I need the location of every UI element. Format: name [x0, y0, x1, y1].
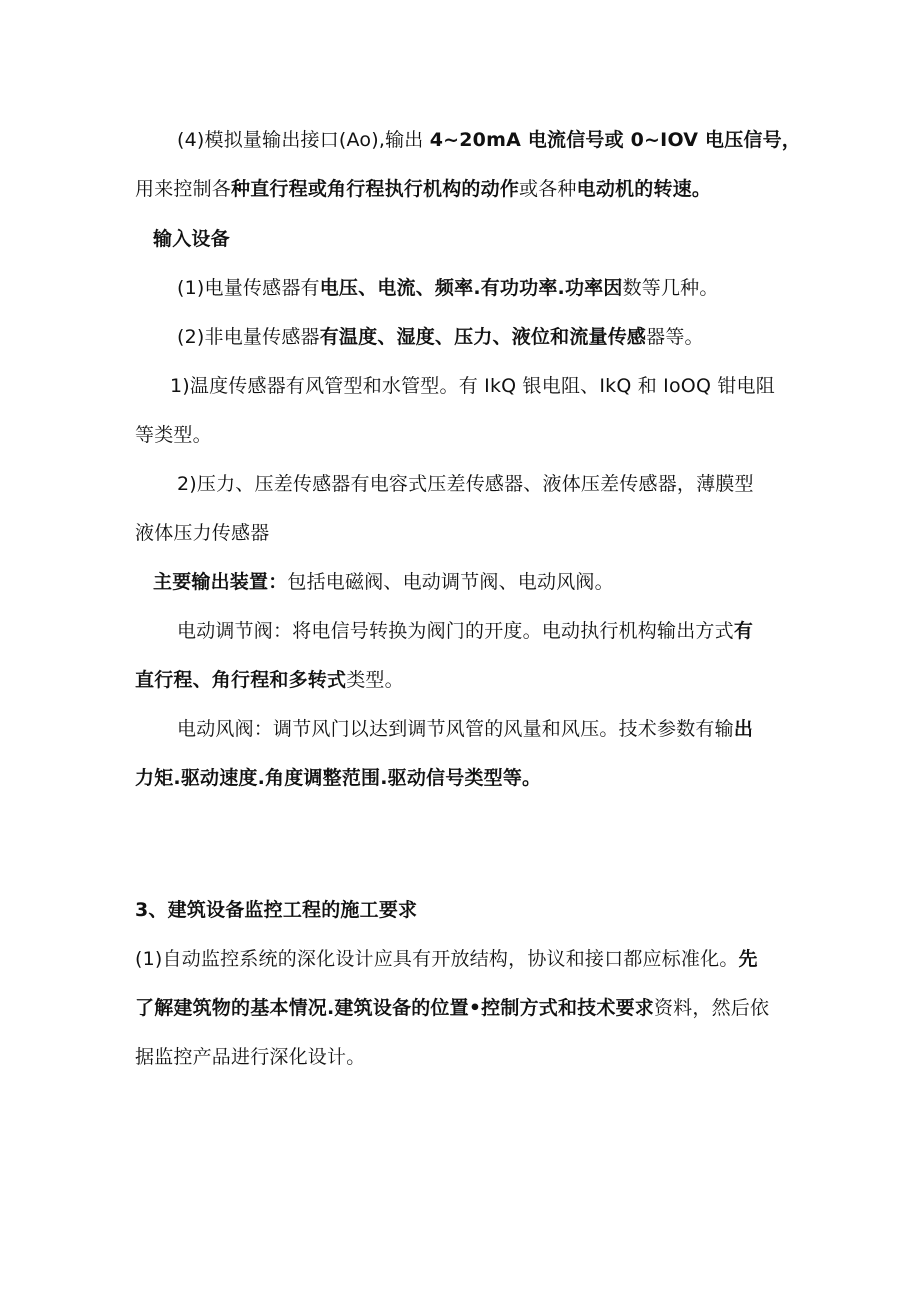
text-line [135, 1044, 365, 1070]
bold-text-segment: 主要输出装置： [153, 571, 288, 593]
text-line [153, 569, 614, 595]
text-segment: 或各种 [519, 178, 577, 200]
text-segment: 类型。 [346, 669, 404, 691]
bold-text-segment: 种直行程或角行程执行机构的动作 [231, 178, 520, 200]
bold-text-segment: 出 [733, 718, 754, 740]
text-segment: (1)自动监控系统的深化设计应具有开放结构，协议和接口都应标准化。 [135, 948, 739, 970]
bold-text-segment: 3、建筑设备监控工程的施工要求 [135, 899, 418, 921]
text-line [170, 373, 775, 399]
bold-text-segment: 输入设备 [153, 228, 230, 250]
text-line [135, 765, 541, 791]
text-line [177, 471, 754, 497]
text-segment: 据监控产品进行深化设计。 [135, 1046, 366, 1068]
text-line [135, 946, 758, 972]
text-segment: 2)压力、压差传感器有电容式压差传感器、液体压差传感器，薄膜型 [177, 473, 754, 495]
text-line [135, 422, 212, 448]
text-segment: 液体压力传感器 [135, 522, 270, 544]
text-segment: 包括电磁阀、电动调节阀、电动风阀。 [287, 571, 614, 593]
bold-text-segment: 了解建筑物的基本情况.建筑设备的位置•控制方式和技术要求 [135, 997, 654, 1019]
bold-text-segment: 力矩.驱动速度.角度调整范围.驱动信号类型等。 [135, 767, 542, 789]
bold-text-segment: 电压、电流、频率.有功功率.功率因 [319, 277, 623, 299]
text-segment: (4)模拟量输出接口(Ao),输出 [177, 129, 430, 151]
section-heading [135, 897, 417, 923]
text-segment: 用来控制各 [135, 178, 232, 200]
text-line [135, 995, 769, 1021]
text-segment: (2)非电量传感器 [177, 326, 320, 348]
text-segment: 资料，然后依 [653, 997, 770, 1019]
text-segment: (1)电量传感器有 [177, 277, 320, 299]
text-line [177, 127, 801, 153]
text-line [135, 176, 711, 202]
bold-text-segment: 电动机的转速。 [576, 178, 712, 200]
text-segment: 等类型。 [135, 424, 212, 446]
text-line [135, 520, 269, 546]
text-segment: 数等几种。 [622, 277, 719, 299]
text-segment: 器等。 [646, 326, 704, 348]
text-line [135, 667, 404, 693]
text-line [177, 716, 753, 742]
text-line [177, 618, 753, 644]
text-segment: 电动风阀：调节风门以达到调节风管的风量和风压。技术参数有输 [177, 718, 734, 740]
bold-text-segment: 直行程、角行程和多转式 [135, 669, 347, 691]
bold-text-segment: 有 [733, 620, 754, 642]
text-segment: 1)温度传感器有风管型和水管型。有 IkQ 银电阻、IkQ 和 IoOQ 钳电阻 [170, 375, 775, 397]
bold-text-segment: 先 [738, 948, 758, 970]
section-heading [153, 226, 230, 252]
bold-text-segment: 有温度、湿度、压力、液位和流量传感 [319, 326, 647, 348]
text-line [177, 324, 704, 350]
bold-text-segment: 4~20mA 电流信号或 0~IOV 电压信号， [429, 129, 802, 151]
text-segment: 电动调节阀：将电信号转换为阀门的开度。电动执行机构输出方式 [177, 620, 734, 642]
text-line [177, 275, 719, 301]
